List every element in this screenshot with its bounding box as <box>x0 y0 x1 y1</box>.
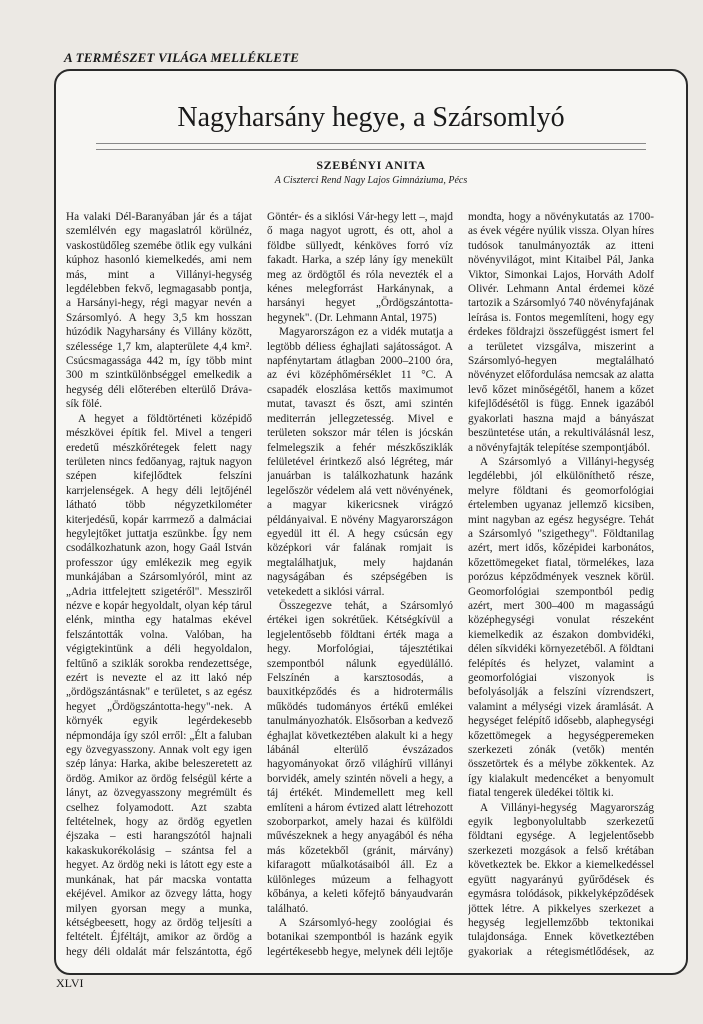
article-title: Nagyharsány hegye, a Szársomlyó <box>177 102 565 133</box>
paragraph: A Szársomlyó a Villányi-hegység legdélebbi, jól elkülöníthető része, melyre földtani és geomorfológiai értelemben ugyanaz jellemző kicsiben, mint nagyban az egész hegységre. Tehát a Szársomlyó "szigethegy". Földtanilag azért, mert idős, kőzépidei karbonátos, kőzettömegeket fiatal, törmelékes, laza porózus képződmények vesznek körül. Geomorfológiai szempontból pedig azért, mert 300–400 m magasságú középhegységi vonulat részeként kiemelkedik az északon dombvidéki, délen síkvidéki környezetéből. A földtani felépítés és helyzet, valamint a geomorfológiai viszonyok is befolyásolják a felszíni vízrendszert, valamint a mélységi vizek áramlását. A hegységet felépítő idősebb, alaphegységi kőzettömegek a hegységperemeken szerkezeti zónák (vetők) mentén összetörtek és a mélybe zökkentek. Az így kialakult medencéket a benyomult fiatal tengerek üledékei töltik ki. <box>468 455 654 800</box>
supplement-header: A TERMÉSZET VILÁGA MELLÉKLETE <box>64 50 300 65</box>
paragraph: Göntér- és a siklósi Vár-hegy lett –, majd ő maga nagyot ugrott, és ott, ahol a földbe süllyedt, kénköves forró víz fakadt. Harka, a szép lány így menekült meg az ördögtől és róla nevezték el a kénes melegforrást Harkánynak, a harsányi hegyet „Ördögszántotta-hegynek". (Dr. Lehmann Antal, 1975) <box>267 211 453 324</box>
paragraph: Összegezve tehát, a Szársomlyó értékei igen sokrétűek. Kétségkívül a legjelentősebb földtani érték maga a hegy. Morfológiai, tájesztétikai szempontból nálunk egyedülálló. Felszínén a karsztosodás, a bauxitképződés és a hidrotermális működés tudományos értékű emlékei tanulmányozhatók. Elsősorban a kedvező éghajlat következtében alakult ki a hegy lábánál elterülő évszázados hagyományokat őrző világhírű villányi borvidék, amely szintén növeli a hegy, a táj értékét. Mindemellett meg kell említeni a három évtized alatt létrehozott szoborparkot, amely hazai és külföldi művészeknek a hegy anyagából és néha más kőzetekből (gránit, márvány) kifaragott műalkotásaiból áll. Ez a különleges múzeum a felhagyott kőbánya, a keleti kőfejtő bányaudvarán található. <box>267 599 453 915</box>
paragraph: Ha valaki Dél-Baranyában jár és a tájat szemlélvén egy magaslatról körülnéz, vaskostüdőleg szemébe ötlik egy vulkáni kúphoz hasonló kiemelkedés, ami nem más, mint a Villányi-hegység legdélebben fekvő, legmagasabb pontja, a Harsányi-hegy, régi magyar nevén a Szársomlyó. A hegy 3,5 km hosszan húzódik Nagyharsány és Villány között, szélessége 1,7 km, alapterülete 4,4 km². Csúcsmagassága 442 m, így több mint 300 m szintkülönbséggel emelkedik a hegység déli előterében elterülő Dráva-sík fölé. <box>66 211 252 411</box>
page-number: XLVI <box>56 976 84 990</box>
paragraph: A Szársomlyó-hegy zoológiai és botanikai szempontból is hazánk egyik legértékesebb hegye, melynek déli lejtője <box>267 916 453 958</box>
article-frame <box>54 69 688 975</box>
article-column-2 <box>267 210 453 960</box>
paragraph: A Villányi-hegység Magyarország egyik legbonyolultabb szerkezetű földtani egysége. A legjelentősebb szerkezeti mozgások a felső krétában következtek be. Ekkor a kiemelkedéssel együtt nagyarányú gyűrődések és egymásra tolódások, pikkelyképződések jöttek létre. A pikkelyes szerkezet a hegység legjellemzőbb tektonikai tulajdonsága. Ennek következtében gyakoriak a rétegismétlődések, az <box>468 801 654 958</box>
paragraph: A hegyet a földtörténeti középidő mészkövei építik fel. Mivel a tengeri eredetű mészkőrétegek felett nagy területen nincs fedőanyag, rajtuk nagyon szépen kifejlődtek felszíni karrjelenségek. A hegy déli lejtőjénél látható több négyzetkilométer kiterjedésű, kopár karrmező a dalmáciai hegylejtőket juttatja eszünkbe. Így nem csodálkozhatunk azon, hogy Gaál István professzor úgy emlékezik meg egyik munkájában a Szársomlyóról, mint az „Adria ittfelejtett szigetéről". Messziről nézve e kopár hegyoldalt, olyan kép tárul elénk, mintha egy hatalmas ekével felszántották volna. Valóban, ha végigtekintünk a déli hegyoldalon, feltűnő a sziklák sorokba rendezettsége, ezért is nevezte el az itt lakó nép „ördögszántásnak" e területet, s az egész hegyet „Ördögszántotta-hegy"-nek. A környék egyik legérdekesebb népmondája így szól erről: „Élt a faluban egy özvegyasszony. Annak volt egy igen szép lánya: Harka, akibe beleszeretett az ördög. Amikor az ördög felségül kérte a lányt, az özvegyasszony megrémült és cselhez folyamodott. Azt szabta feltételnek, hogy az ördög egyetlen éjszaka – esti harangszótól hajnali kakaskukorékolásig – szántsa fel a hegyet. Az ördög neki is látott egy este a munkának, hat pár macska vontatta ekéjével. Amikor az özvegy látta, hogy milyen gyorsan megy a munka, kétségbeesett, hogy az ördög teljesíti a feltételt. Éjféltájt, amikor az ördög a hegy déli oldalát már felszántotta, égő <box>66 412 252 958</box>
title-rule-bottom <box>96 149 646 150</box>
paragraph: Magyarországon ez a vidék mutatja a legtöbb déliess éghajlati sajátosságot. A napfénytartam átlagban 2000–2100 óra, az évi középhőmérséklet 11 °C. A csapadék eloszlása kettős maximumot mutat, tavaszt és őszt, ami szintén mediterrán jellegzetesség. Mivel e területen sokszor már télen is jócskán felmelegszik a fehér mészkősziklák felületével érintkező alsó légréteg, már januárban is találkozhatunk hazánk legelőször védelem alá vett növényének, a magyar kikericsnek virágzó példányaival. E növény Magyarországon egyedül itt él. A hegy csúcsán egy középkori vár falának romjait is megtalálhatjuk, mely hajdanán nagyságában és szépségében is vetekedett a siklósi várral. <box>267 326 453 598</box>
article-column-1 <box>66 210 252 960</box>
paragraph: mondta, hogy a növénykutatás az 1700-as évek végére nyúlik vissza. Olyan híres tudósok tanulmányozták az itteni növényvilágot, mint Kitaibel Pál, Janka Viktor, Simonkai Lajos, Horváth Adolf Olivér. Lehmann Antal érdemei közé tartozik a Szársomlyó 740 növényfajának leírása is. Fontos megemlíteni, hogy egy érdekes földrajzi összefüggést ismert fel a területet vizsgálva, miszerint a Szársomlyó-hegyen megtalálható növényzet előfordulása nemcsak az alatta levő kőzet minőségétől, hanem a kőzet kifejlődésétől is függ. Ennek igazából gyakorlati haszna majd a bányászat beszüntetése után, a rekultiválásnál lesz, a növényfajták telepítése szempontjából. <box>468 211 654 454</box>
author-affiliation: A Ciszterci Rend Nagy Lajos Gimnáziuma, Pécs <box>274 175 468 186</box>
article-author: SZEBÉNYI ANITA <box>316 158 426 172</box>
title-rule-top <box>96 143 646 144</box>
article-column-3 <box>468 210 654 960</box>
